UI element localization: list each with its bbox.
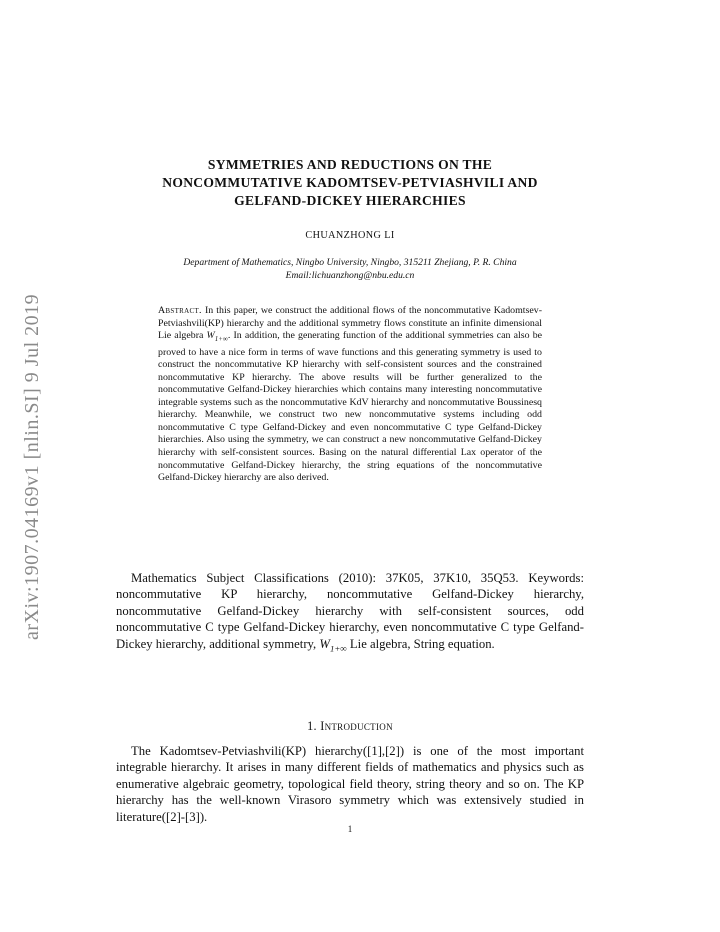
keywords: Keywords: noncommutative KP hierarchy, noncommutative Gelfand-Dickey hierarchy, noncommutative Gelfand-Dickey hierarchy with self-consistent sources, odd noncommutative C type Gelfand-Dickey hierarchy, even noncommutative C type Gelfand-Dickey hierarchy, additional symmetry, <box>116 571 584 651</box>
section-number: 1. <box>307 719 317 733</box>
affiliation-block <box>100 256 600 282</box>
msc-classification: Mathematics Subject Classifications (2010): 37K05, 37K10, 35Q53. <box>131 571 519 585</box>
title-line: NONCOMMUTATIVE KADOMTSEV-PETVIASHVILI AND <box>162 175 538 190</box>
abstract-label: Abstract. <box>158 305 202 316</box>
author-email: Email:lichuanzhong@nbu.edu.cn <box>285 270 415 281</box>
classification-keywords <box>116 570 584 657</box>
keywords-math-w <box>319 636 347 654</box>
math-base: W <box>206 330 215 342</box>
abstract-text-continued: . In addition, the generating function of the additional symmetries can also be proved to have a nice form in terms of wave functions and this generating symmetry is used to construct the noncommutative KP hierarchy with self-consistent sources and the constrained noncommutative KP hierarchy. The above results will be further generalized to the noncommutative Gelfand-Dickey hierarchies which contains many interesting noncommutative integrable systems such as the noncommutative KdV hierarchy and noncommutative Boussinesq hierarchy. Meanwhile, we construct two new noncommutative systems including odd noncommutative C type Gelfand-Dickey and even noncommutative C type Gelfand-Dickey hierarchies. Also using the symmetry, we can construct a new noncommutative Gelfand-Dickey hierarchy with self-consistent sources. Basing on the natural differential Lax operator of the noncommutative Gelfand-Dickey hierarchy, the string equations of the noncommutative Gelfand-Dickey hierarchy are also derived. <box>158 330 543 484</box>
affiliation: Department of Mathematics, Ningbo University, Ningbo, 315211 Zhejiang, P. R. China <box>183 257 517 268</box>
math-subscript: 1+∞ <box>329 643 347 654</box>
author-name: CHUANZHONG LI <box>305 230 395 241</box>
abstract-math-w <box>206 330 228 344</box>
math-base: W <box>319 636 330 651</box>
abstract <box>158 305 542 485</box>
introduction-paragraph: The Kadomtsev-Petviashvili(KP) hierarchy([1],[2]) is one of the most important integrable hierarchy. It arises in many different fields of mathematics and physics such as enumerative algebraic geometry, topological field theory, string theory and so on. The KP hierarchy has the well-known Virasoro symmetry which was extensively studied in literature([2]-[3]). <box>116 744 584 824</box>
section-title: Introduction <box>320 719 393 733</box>
arxiv-stamp: arXiv:1907.04169v1 [nlin.SI] 9 Jul 2019 <box>21 293 43 640</box>
page-number: 1 <box>347 824 353 834</box>
title-line: GELFAND-DICKEY HIERARCHIES <box>234 193 466 208</box>
title-line: SYMMETRIES AND REDUCTIONS ON THE <box>207 157 493 172</box>
section-heading <box>100 719 600 734</box>
paper-title <box>100 156 600 210</box>
math-subscript: 1+∞ <box>214 336 228 344</box>
keywords-continued: Lie algebra, String equation. <box>349 636 495 651</box>
abstract-text: In this paper, we construct the additional flows of the noncommutative Kadomtsev-Petviashvili(KP) hierarchy and the additional symmetry flows constitute an infinite dimensional Lie algebra <box>158 305 542 342</box>
